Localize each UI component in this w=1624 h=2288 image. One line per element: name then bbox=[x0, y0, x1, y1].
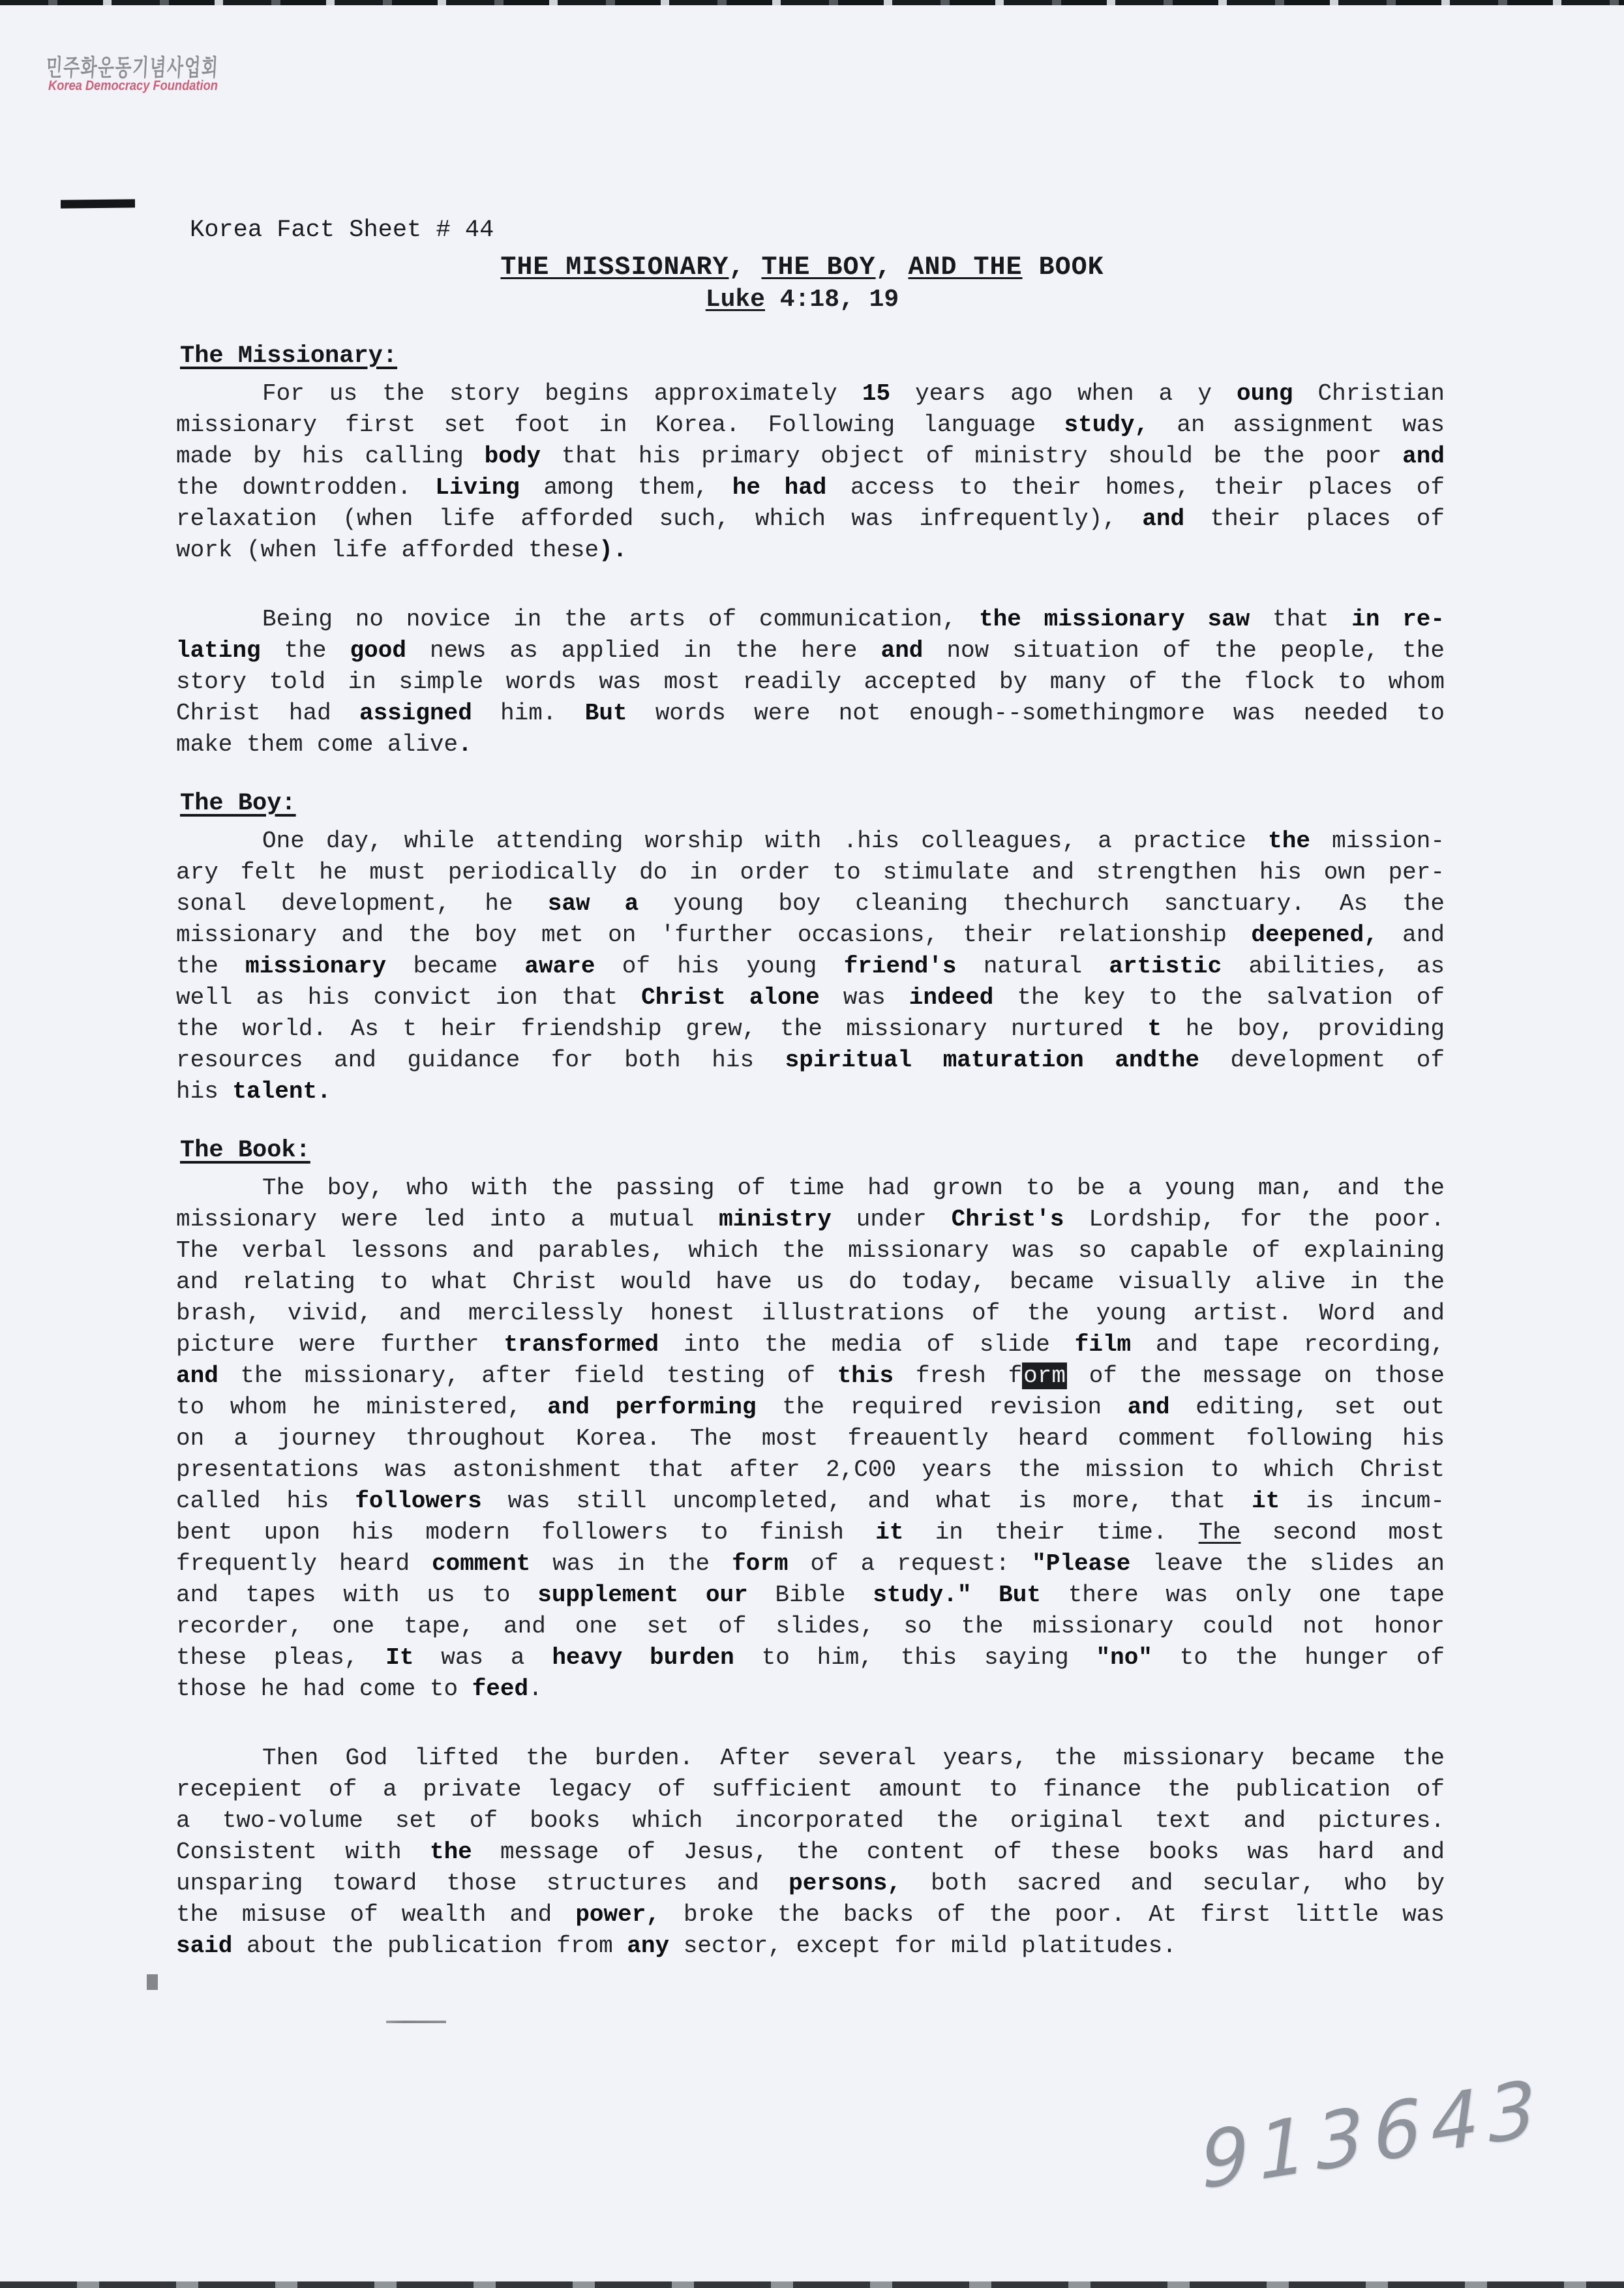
text-line: The verbal lessons and parables, which the missionary was so capable of explaining bbox=[176, 1237, 1445, 1264]
text-line: unsparing toward those structures and persons, both sacred and secular, who by bbox=[176, 1870, 1445, 1897]
text-line: missionary were led into a mutual ministry under Christ's Lordship, for the poor. bbox=[176, 1206, 1445, 1233]
text-line: presentations was astonishment that after 2,C00 years the mission to which Christ bbox=[176, 1456, 1445, 1483]
text-line: Consistent with the message of Jesus, the content of these books was hard and bbox=[176, 1839, 1445, 1865]
document-body bbox=[176, 340, 1445, 1962]
text-line: story told in simple words was most readily accepted by many of the flock to whom bbox=[176, 669, 1445, 695]
text-line: well as his convict ion that Christ alone was indeed the key to the salvation of bbox=[176, 984, 1445, 1011]
text-line: One day, while attending worship with .his colleagues, a practice the mission- bbox=[262, 828, 1445, 854]
text-line: picture were further transformed into the media of slide film and tape recording, bbox=[176, 1331, 1445, 1358]
text-line: missionary and the boy met on 'further occasions, their relationship deepened, and bbox=[176, 922, 1445, 948]
text-line: recepient of a private legacy of sufficient amount to finance the publication of bbox=[176, 1776, 1445, 1803]
redaction-dash-mark bbox=[61, 199, 135, 208]
text-line: to whom he ministered, and performing the required revision and editing, set out bbox=[176, 1394, 1445, 1421]
text-line: called his followers was still uncompleted, and what is more, that it is incum- bbox=[176, 1488, 1445, 1514]
section-heading: The Boy: bbox=[180, 790, 296, 817]
text-line: brash, vivid, and mercilessly honest illustrations of the young artist. Word and bbox=[176, 1300, 1445, 1327]
text-line: bent upon his modern followers to finish it in their time. The second most bbox=[176, 1519, 1445, 1546]
text-line: Then God lifted the burden. After several years, the missionary became the bbox=[262, 1745, 1445, 1771]
text-line: work (when life afforded these). bbox=[176, 537, 627, 564]
text-line: the downtrodden. Living among them, he had access to their homes, their places of bbox=[176, 474, 1445, 501]
text-line: these pleas, It was a heavy burden to him, this saying "no" to the hunger of bbox=[176, 1644, 1445, 1671]
document-section bbox=[176, 1135, 1445, 1962]
text-line: and tapes with us to supplement our Bible study." But there was only one tape bbox=[176, 1582, 1445, 1608]
text-line: sonal development, he saw a young boy cleaning thechurch sanctuary. As the bbox=[176, 890, 1445, 917]
korea-democracy-foundation-english-logo: Korea Democracy Foundation bbox=[48, 78, 218, 93]
fact-sheet-label: Korea Fact Sheet # 44 bbox=[190, 217, 494, 244]
paragraph bbox=[176, 1743, 1445, 1962]
text-line: For us the story begins approximately 15 years ago when a y oung Christian bbox=[262, 380, 1445, 407]
text-line: the world. As t heir friendship grew, the missionary nurtured t he boy, providing bbox=[176, 1016, 1445, 1042]
text-line: resources and guidance for both his spiritual maturation andthe development of bbox=[176, 1047, 1445, 1074]
text-line: Christ had assigned him. But words were not enough--somethingmore was needed to bbox=[176, 700, 1445, 727]
scan-square-mark bbox=[147, 1974, 158, 1990]
document-title: THE MISSIONARY, THE BOY, AND THE BOOK bbox=[500, 253, 1104, 282]
text-line: The boy, who with the passing of time had grown to be a young man, and the bbox=[262, 1175, 1445, 1201]
text-line: relaxation (when life afforded such, which was infrequently), and their places of bbox=[176, 505, 1445, 532]
paragraph bbox=[176, 826, 1445, 1107]
text-line: ary felt he must periodically do in order to stimulate and strengthen his own per- bbox=[176, 859, 1445, 886]
text-line: recorder, one tape, and one set of slides, so the missionary could not honor bbox=[176, 1613, 1445, 1640]
text-line: the missionary became aware of his young friend's natural artistic abilities, as bbox=[176, 953, 1445, 980]
text-line: the misuse of wealth and power, broke the backs of the poor. At first little was bbox=[176, 1901, 1445, 1928]
scan-artifact-top-edge bbox=[0, 0, 1624, 5]
text-line: Being no novice in the arts of communication, the missionary saw that in re- bbox=[262, 606, 1445, 633]
scan-artifact-bottom-edge bbox=[0, 2281, 1624, 2288]
section-heading: The Missionary: bbox=[180, 342, 398, 370]
text-line: lating the good news as applied in the here and now situation of the people, the bbox=[176, 637, 1445, 664]
paragraph bbox=[176, 604, 1445, 760]
text-line: missionary first set foot in Korea. Following language study, an assignment was bbox=[176, 412, 1445, 438]
text-line: and relating to what Christ would have us do today, became visually alive in the bbox=[176, 1269, 1445, 1295]
text-line: said about the publication from any sector, except for mild platitudes. bbox=[176, 1933, 1177, 1959]
text-line: those he had come to feed. bbox=[176, 1676, 543, 1702]
scripture-reference: Luke 4:18, 19 bbox=[705, 286, 899, 314]
document-section bbox=[176, 788, 1445, 1107]
section-heading: The Book: bbox=[180, 1137, 310, 1164]
text-line: frequently heard comment was in the form of a request: "Please leave the slides an bbox=[176, 1550, 1445, 1577]
scan-short-line-mark bbox=[386, 2021, 446, 2023]
text-line: his talent. bbox=[176, 1078, 331, 1105]
text-line: made by his calling body that his primary object of ministry should be the poor and bbox=[176, 443, 1445, 470]
text-line: make them come alive. bbox=[176, 731, 472, 758]
text-line: and the missionary, after field testing of this fresh form of the message on those bbox=[176, 1362, 1445, 1389]
document-section bbox=[176, 340, 1445, 760]
paragraph bbox=[176, 1173, 1445, 1705]
korea-democracy-foundation-korean-logo: 민주화운동기념사업회 bbox=[45, 55, 220, 82]
text-line: a two-volume set of books which incorporated the original text and pictures. bbox=[176, 1807, 1445, 1834]
paragraph bbox=[176, 378, 1445, 566]
handwritten-archive-number: 913643 bbox=[1198, 2061, 1548, 2206]
text-line: on a journey throughout Korea. The most freauently heard comment following his bbox=[176, 1425, 1445, 1452]
